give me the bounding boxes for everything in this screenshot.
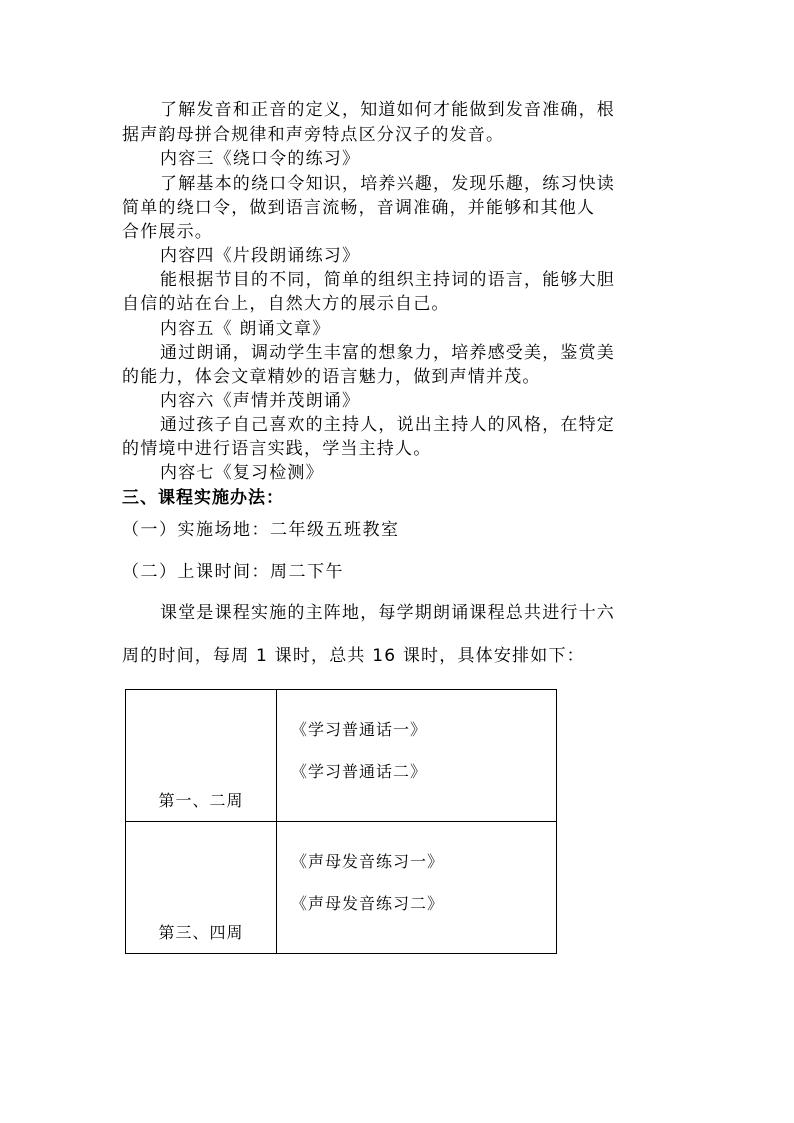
paragraph-article-line1: 通过朗诵，调动学生丰富的想象力，培养感受美，鉴赏美 [160,343,615,363]
lesson-item: 《学习普通话二》 [291,762,428,781]
content5-title: 内容五《 朗诵文章》 [160,319,331,339]
content-cell [277,822,557,954]
table-row [126,690,557,822]
table-row [126,822,557,954]
paragraph-pronunciation-line2: 据声韵母拼合规律和声旁特点区分汉子的发音。 [122,125,505,145]
section3-heading: 三、课程实施办法： [122,488,284,508]
content-cell [277,690,557,822]
paragraph-tongue-twister-line3: 合作展示。 [122,222,213,242]
content3-title: 内容三《绕口令的练习》 [160,149,361,169]
intro-paragraph-line2: 周的时间，每周 1 课时，总共 16 课时，具体安排如下： [122,646,585,666]
lesson-item: 《声母发音练习二》 [291,894,445,913]
venue-item: （一）实施场地：二年级五班教室 [122,520,400,540]
week-cell: 第一、二周 [126,690,277,822]
paragraph-host-line2: 的情境中进行语言实践，学当主持人。 [122,439,432,459]
paragraph-host-line1: 通过孩子自己喜欢的主持人，说出主持人的风格，在特定 [160,415,615,435]
lesson-item: 《学习普通话一》 [291,720,428,739]
paragraph-tongue-twister-line1: 了解基本的绕口令知识，培养兴趣，发现乐趣，练习快读 [160,174,615,194]
paragraph-tongue-twister-line2: 简单的绕口令，做到语言流畅，音调准确，并能够和其他人 [122,198,596,218]
paragraph-article-line2: 的能力，体会文章精妙的语言魅力，做到声情并茂。 [122,367,541,387]
paragraph-pronunciation-line1: 了解发音和正音的定义，知道如何才能做到发音准确，根 [160,100,615,120]
paragraph-recitation-line1: 能根据节目的不同，简单的组织主持词的语言，能够大胆 [160,270,615,290]
content6-title: 内容六《声情并茂朗诵》 [160,391,361,411]
schedule-table [125,689,557,954]
week-cell: 第三、四周 [126,822,277,954]
time-item: （二）上课时间：周二下午 [122,562,344,582]
paragraph-recitation-line2: 自信的站在台上，自然大方的展示自己。 [122,294,450,314]
lesson-item: 《声母发音练习一》 [291,852,445,871]
content4-title: 内容四《片段朗诵练习》 [160,246,361,266]
content7-title: 内容七《复习检测》 [160,463,324,483]
intro-paragraph-line1: 课堂是课程实施的主阵地，每学期朗诵课程总共进行十六 [160,603,615,623]
